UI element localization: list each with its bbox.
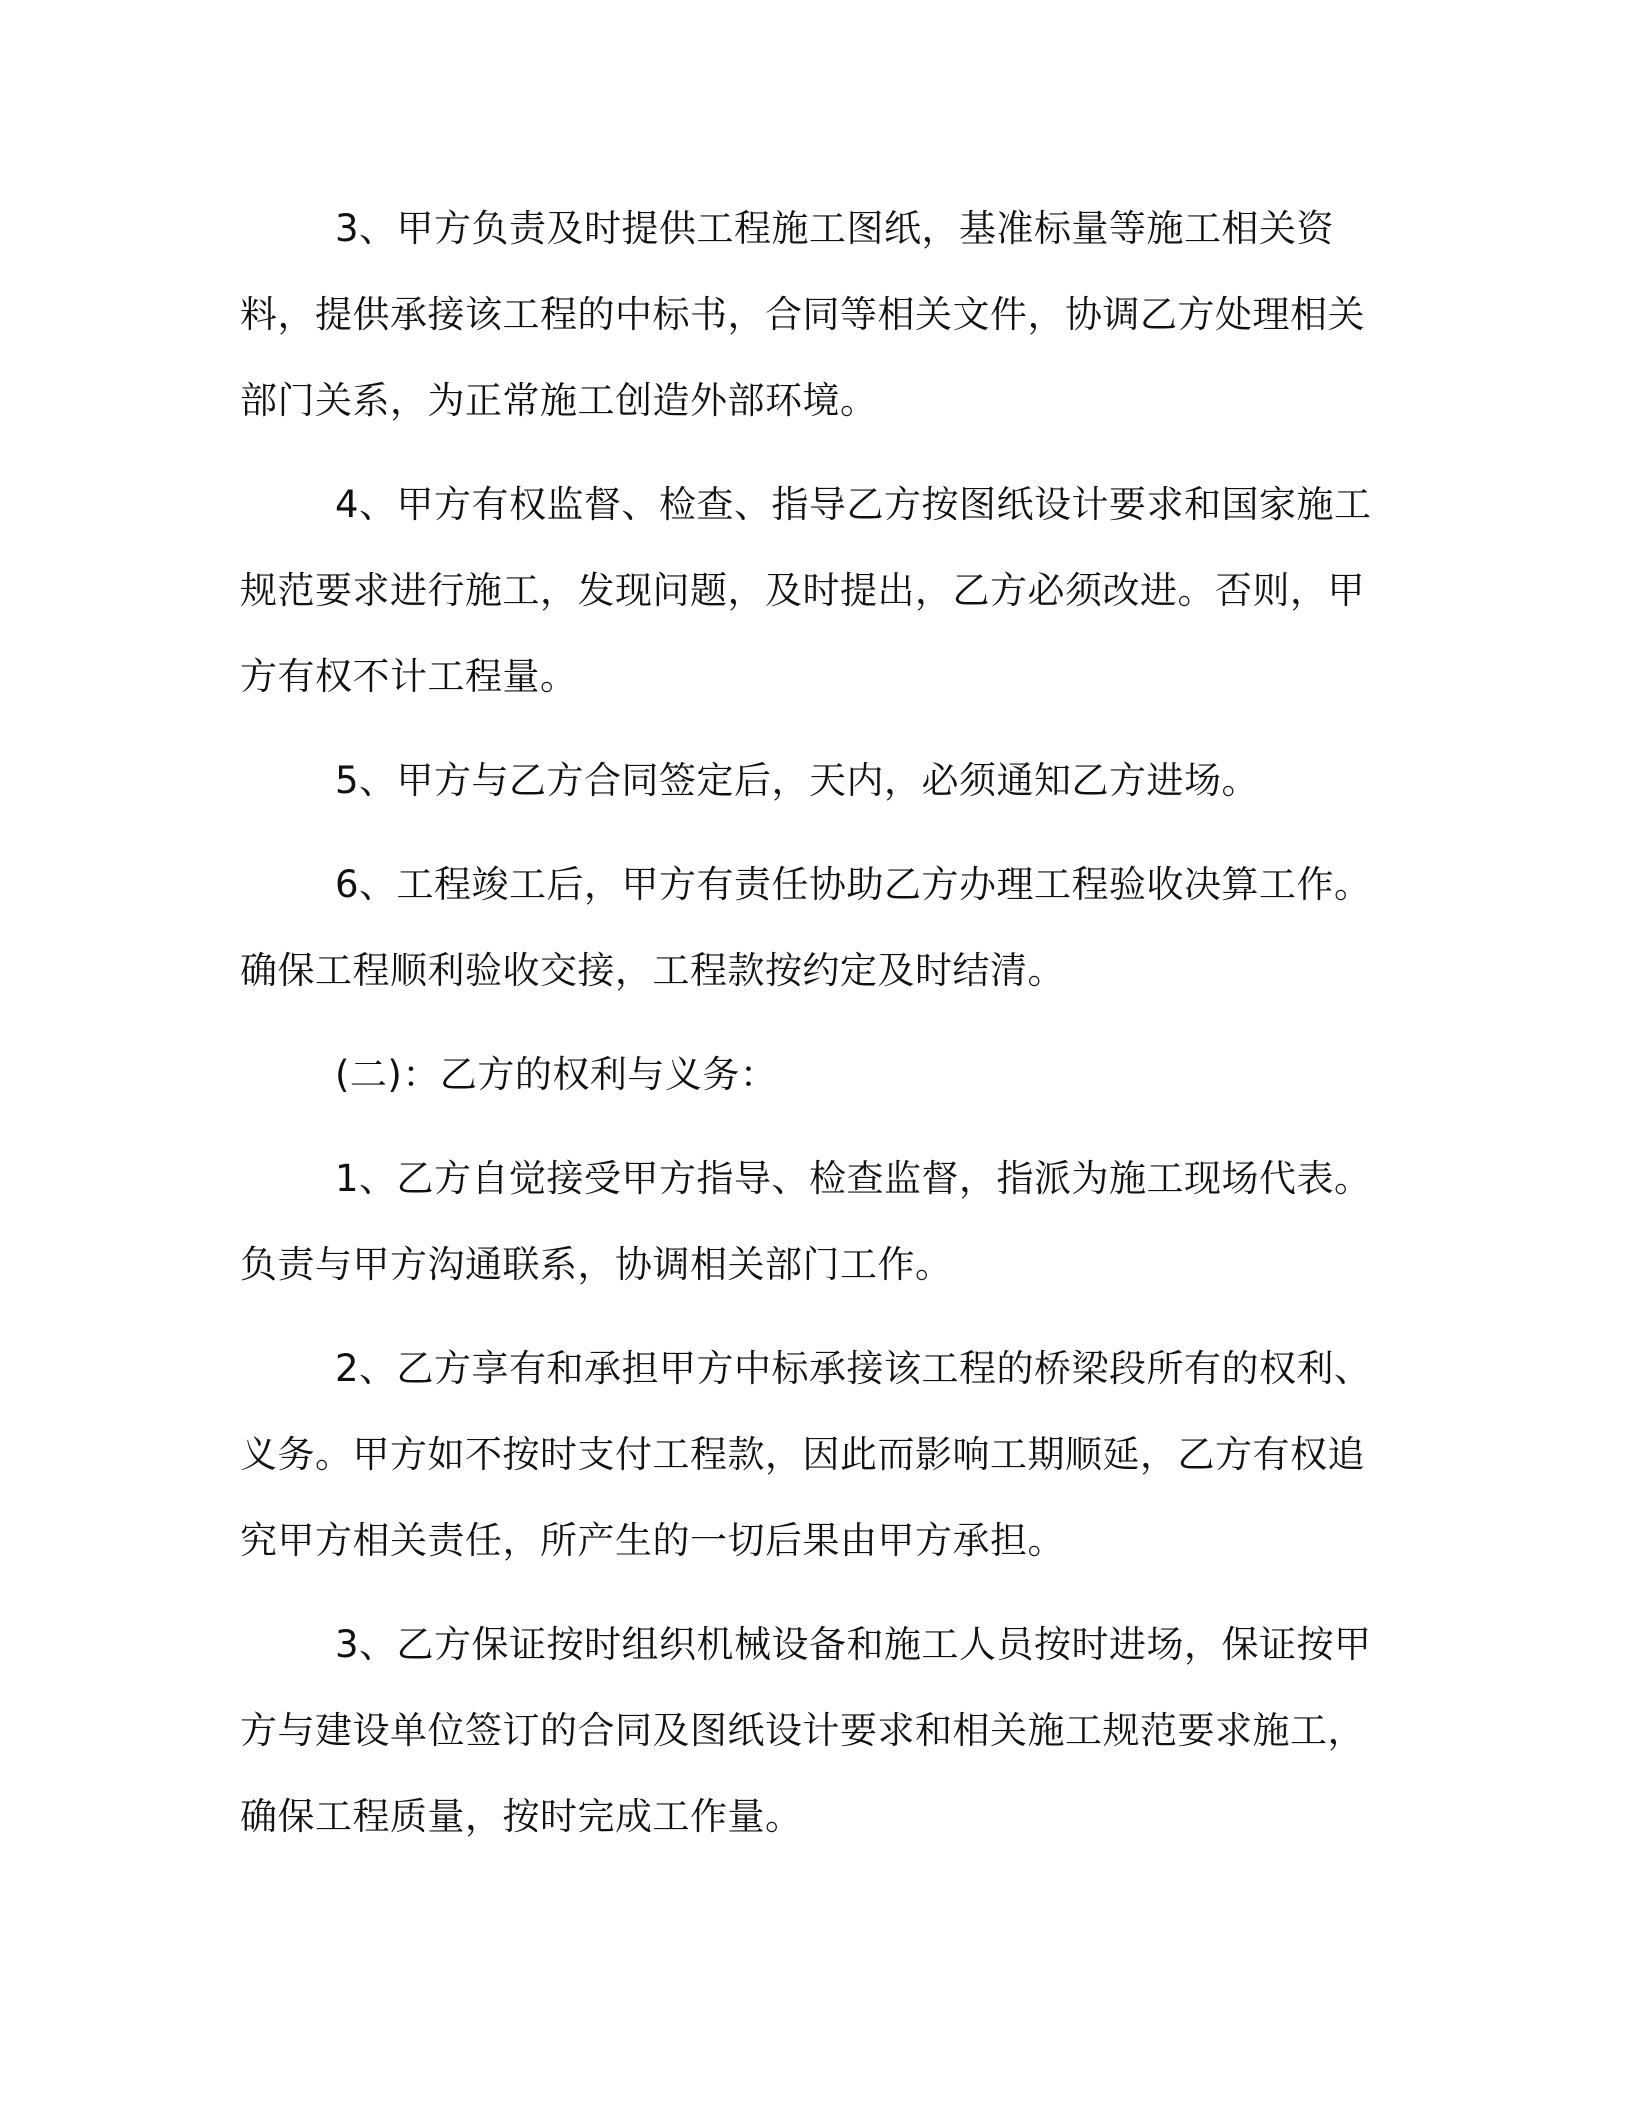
paragraph-party-a-item-6: 6、工程竣工后，甲方有责任协助乙方办理工程验收决算工作。确保工程顺利验收交接，工程款按约定及时结清。: [240, 863, 1372, 992]
paragraph-party-a-item-3: 3、甲方负责及时提供工程施工图纸，基准标量等施工相关资料，提供承接该工程的中标书，合同等相关文件，协调乙方处理相关部门关系，为正常施工创造外部环境。: [240, 207, 1365, 422]
paragraph-party-b-item-1: 1、乙方自觉接受甲方指导、检查监督，指派为施工现场代表。负责与甲方沟通联系，协调相关部门工作。: [240, 1157, 1372, 1286]
paragraph-party-a-item-4: 4、甲方有权监督、检查、指导乙方按图纸设计要求和国家施工规范要求进行施工，发现问题，及时提出，乙方必须改进。否则，甲方有权不计工程量。: [240, 483, 1372, 698]
paragraph-party-a-item-5: 5、甲方与乙方合同签定后，天内，必须通知乙方进场。: [335, 759, 1260, 802]
paragraph-party-b-item-2: 2、乙方享有和承担甲方中标承接该工程的桥梁段所有的权利、义务。甲方如不按时支付工程款，因此而影响工期顺延，乙方有权追究甲方相关责任，所产生的一切后果由甲方承担。: [240, 1347, 1372, 1562]
paragraph-party-b-item-3: 3、乙方保证按时组织机械设备和施工人员按时进场，保证按甲方与建设单位签订的合同及图纸设计要求和相关施工规范要求施工，确保工程质量，按时完成工作量。: [240, 1623, 1372, 1838]
section-heading-party-b: (二)：乙方的权利与义务：: [335, 1053, 778, 1096]
document-body: [240, 186, 1400, 1878]
